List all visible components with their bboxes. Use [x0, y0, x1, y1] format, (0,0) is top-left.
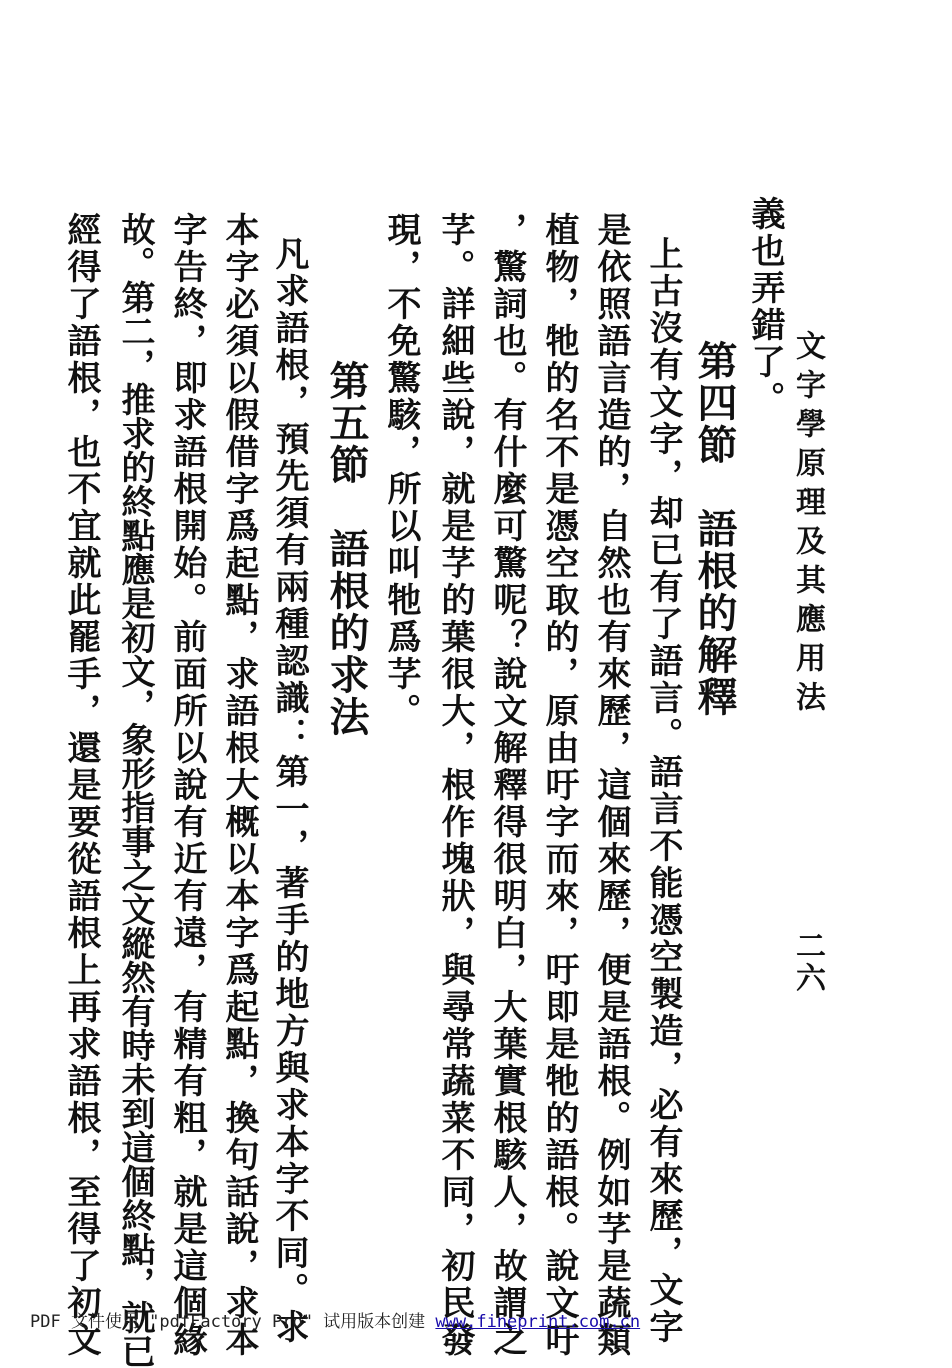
section-heading-5: 第五節 語根的求法 — [323, 360, 370, 738]
text-column-5: 植物，牠的名不是憑空取的，原由吁字而來，吁即是牠的語根。說文吁 — [539, 212, 579, 1359]
text-column-13: 故。第二，推求的終點應是初文，象形指事之文縱然有時未到這個終點，就已 — [115, 212, 155, 1368]
text-column-4: 是依照語言造的，自然也有來歷，這個來歷，便是語根。例如芓是蔬類 — [591, 212, 631, 1359]
page-number: 二六 — [790, 930, 825, 994]
footer-text: PDF 文件使用 "pdfFactory Pro" 试用版本创建 — [30, 1312, 436, 1332]
pdf-footer — [30, 1307, 640, 1332]
text-column-1: 義也弄錯了。 — [745, 196, 785, 418]
text-column-14: 經得了語根，也不宜就此罷手，還是要從語根上再求語根，至得了初文 — [61, 212, 101, 1359]
text-column-11: 本字必須以假借字爲起點，求語根大概以本字爲起點，換句話說，求本 — [219, 212, 259, 1359]
section-heading-4: 第四節 語根的解釋 — [691, 340, 738, 718]
text-column-6: ，驚詞也。有什麼可驚呢？說文解釋得很明白，大葉實根駭人，故謂之 — [487, 212, 527, 1359]
text-column-8: 現，不免驚駭，所以叫牠爲芓。 — [381, 212, 421, 730]
text-column-12: 字告終，即求語根開始。前面所以說有近有遠，有精有粗，就是這個緣 — [167, 212, 207, 1359]
running-header-title: 文字學原理及其應用法 — [790, 330, 825, 720]
text-column-3: 上古沒有文字，却已有了語言。語言不能憑空製造，必有來歷，文字 — [643, 236, 683, 1346]
text-column-7: 芓。詳細些說，就是芓的葉很大，根作塊狀，與尋常蔬菜不同，初民發 — [435, 212, 475, 1359]
text-column-10: 凡求語根，預先須有兩種認識：第一，著手的地方與求本字不同。求 — [269, 236, 309, 1346]
footer-link[interactable]: www.fineprint.com.cn — [435, 1312, 641, 1332]
